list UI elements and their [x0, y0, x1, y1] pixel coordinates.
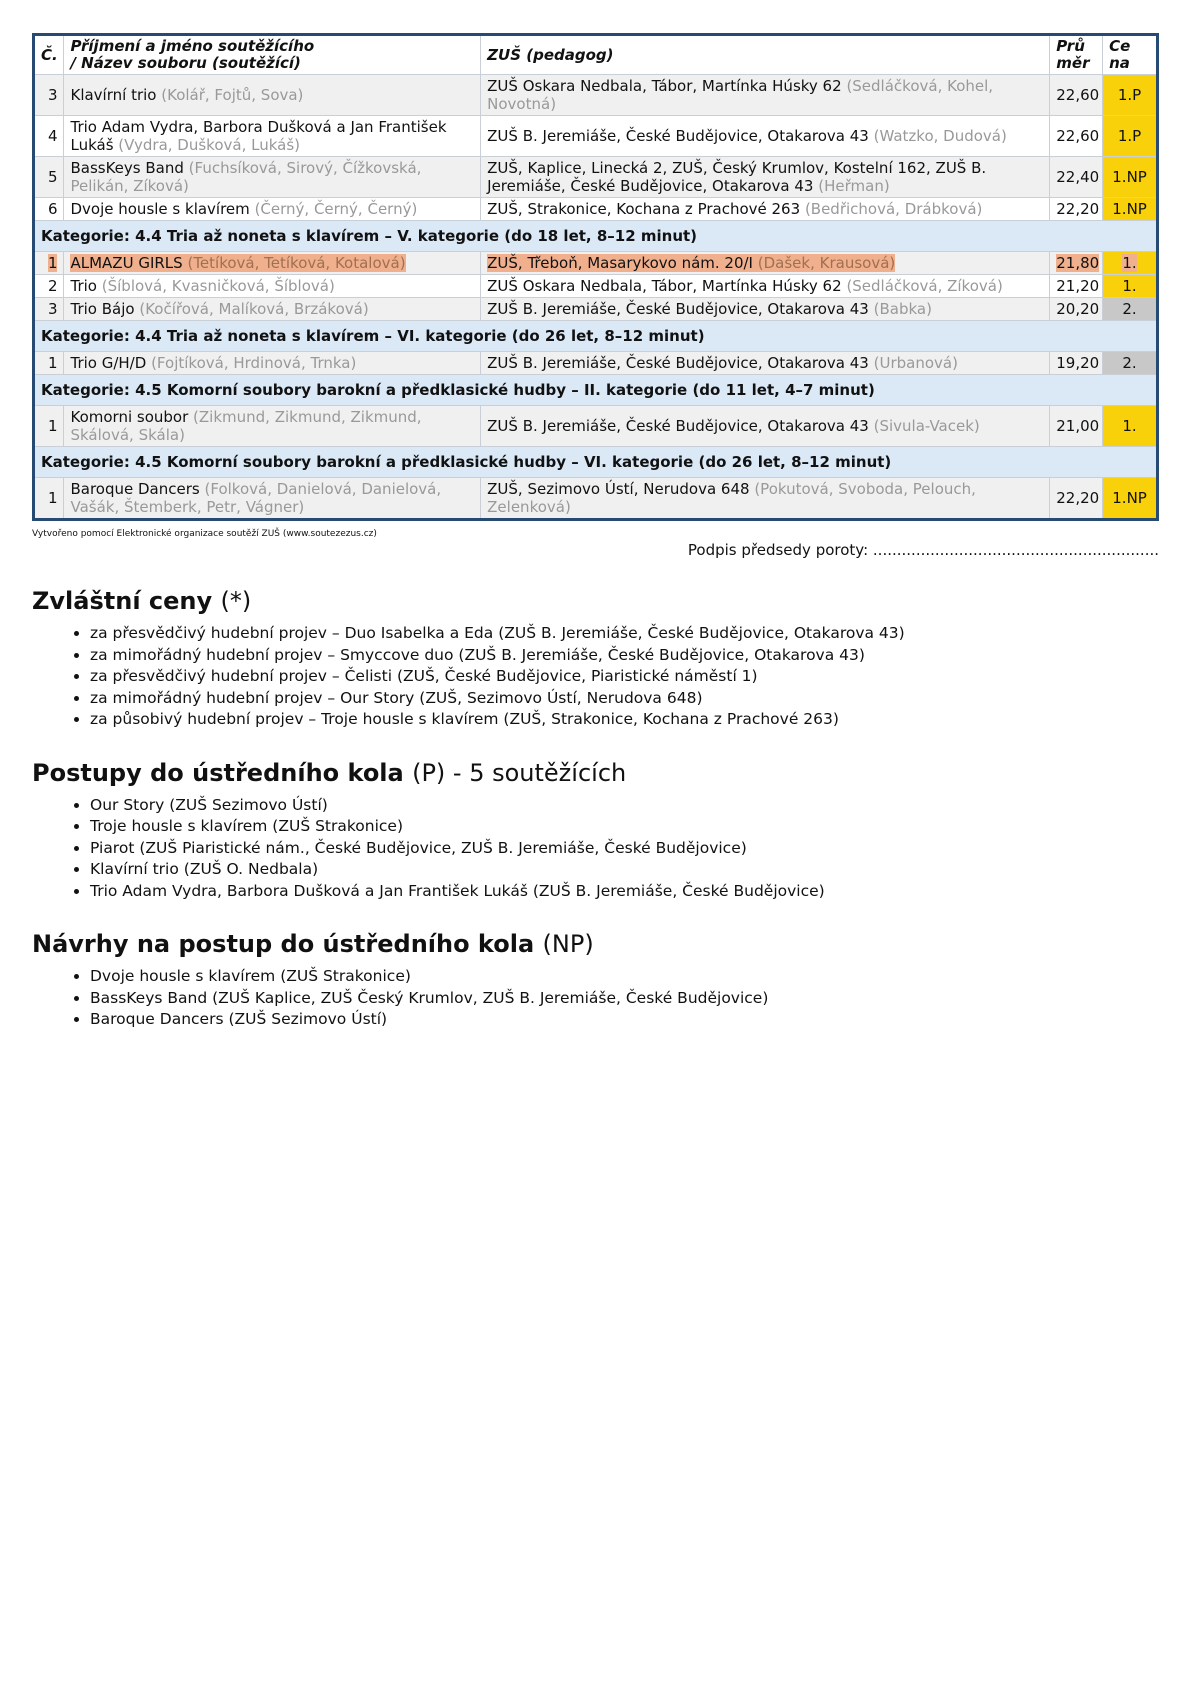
row-name: [64, 352, 481, 375]
row-number-value: 1: [47, 254, 58, 272]
row-number: [34, 198, 64, 221]
row-prize: [1103, 198, 1158, 221]
row-name: [64, 298, 481, 321]
list-item: • BassKeys Band (ZUŠ Kaplice, ZUŠ Český Krumlov, ZUŠ B. Jeremiáše, České Budějovice): [90, 988, 1159, 1010]
list-item: • za mimořádný hudební projev – Smyccove duo (ZUŠ B. Jeremiáše, České Budějovice, Otakarova 43): [90, 645, 1159, 667]
row-prize: [1103, 478, 1158, 520]
header-number: Č.: [34, 35, 64, 75]
ensemble-name: Trio Adam Vydra, Barbora Dušková a Jan František Lukáš: [70, 118, 447, 154]
ensemble-name: Klavírní trio: [70, 86, 157, 104]
row-number-value: 3: [47, 86, 58, 104]
results-page: [32, 33, 1159, 1031]
average-value: 22,20: [1056, 200, 1100, 218]
ensemble-members: (Černý, Černý, Černý): [254, 200, 418, 218]
prize-value: 1.: [1122, 417, 1137, 435]
header-average-line2: měr: [1056, 54, 1090, 72]
prize-value: 1.NP: [1112, 200, 1147, 218]
prize-value: 1.NP: [1112, 168, 1147, 186]
header-name-line2: / Název souboru (soutěžící): [70, 54, 301, 72]
school-name: ZUŠ B. Jeremiáše, České Budějovice, Otakarova 43: [487, 300, 869, 318]
proposals-heading: [32, 930, 1159, 958]
category-row: [34, 447, 1158, 478]
list-item: • za přesvědčivý hudební projev – Čelisti (ZUŠ, České Budějovice, Piaristické náměstí 1): [90, 666, 1159, 688]
average-value: 19,20: [1056, 354, 1100, 372]
row-name: [64, 478, 481, 520]
ensemble-members: (Fuchsíková, Sirový, Čížkovská, Pelikán, Zíková): [70, 159, 422, 195]
row-name: [64, 75, 481, 116]
row-number: [34, 406, 64, 447]
row-school: [481, 75, 1050, 116]
teacher-names: (Watzko, Dudová): [873, 127, 1007, 145]
header-prize-line2: na: [1109, 54, 1130, 72]
proposals-sub: (NP): [542, 930, 594, 958]
school-name: ZUŠ B. Jeremiáše, České Budějovice, Otakarova 43: [487, 127, 869, 145]
header-name: [64, 35, 481, 75]
school-name: ZUŠ, Sezimovo Ústí, Nerudova 648: [487, 480, 750, 498]
row-prize: [1103, 406, 1158, 447]
table-row: [34, 478, 1158, 520]
row-prize: [1103, 75, 1158, 116]
list-item: • Our Story (ZUŠ Sezimovo Ústí): [90, 795, 1159, 817]
school-name: ZUŠ B. Jeremiáše, České Budějovice, Otakarova 43: [487, 354, 869, 372]
ensemble-name: Dvoje housle s klavírem: [70, 200, 250, 218]
ensemble-members: (Šíblová, Kvasničková, Šíblová): [101, 277, 335, 295]
row-prize: [1103, 352, 1158, 375]
footer-note: Vytvořeno pomocí Elektronické organizace soutěží ZUŠ (www.soutezezus.cz): [32, 529, 377, 539]
row-average: [1050, 75, 1103, 116]
row-average: [1050, 252, 1103, 275]
row-number: [34, 75, 64, 116]
row-average: [1050, 478, 1103, 520]
list-item: • Troje housle s klavírem (ZUŠ Strakonice): [90, 816, 1159, 838]
category-row: [34, 321, 1158, 352]
advance-heading: [32, 759, 1159, 787]
row-average: [1050, 157, 1103, 198]
table-row: [34, 298, 1158, 321]
list-item: • Piarot (ZUŠ Piaristické nám., České Budějovice, ZUŠ B. Jeremiáše, České Budějovice): [90, 838, 1159, 860]
average-value: 22,60: [1056, 127, 1100, 145]
school-name: ZUŠ Oskara Nedbala, Tábor, Martínka Húsky 62: [487, 77, 842, 95]
table-row: [34, 75, 1158, 116]
average-value: 22,20: [1056, 489, 1100, 507]
prize-value: 1.: [1122, 277, 1137, 295]
category-title: Kategorie: 4.5 Komorní soubory barokní a předklasické hudby – II. kategorie (do 11 let, 4–7 minut): [34, 375, 1158, 406]
row-average: [1050, 352, 1103, 375]
row-name: [64, 406, 481, 447]
special-prizes-title: Zvláštní ceny: [32, 587, 213, 615]
row-school: [481, 406, 1050, 447]
row-number: [34, 116, 64, 157]
average-value: 22,60: [1056, 86, 1100, 104]
ensemble-name: Baroque Dancers: [70, 480, 200, 498]
list-item: • Dvoje housle s klavírem (ZUŠ Strakonice): [90, 966, 1159, 988]
row-school: [481, 298, 1050, 321]
row-name: [64, 252, 481, 275]
average-value: 21,80: [1056, 254, 1100, 272]
header-average: [1050, 35, 1103, 75]
row-number: [34, 478, 64, 520]
row-school: [481, 198, 1050, 221]
row-average: [1050, 298, 1103, 321]
row-number: [34, 275, 64, 298]
results-table: [32, 33, 1159, 521]
ensemble-members: (Folková, Danielová, Danielová, Vašák, Štemberk, Petr, Vágner): [70, 480, 442, 516]
category-title: Kategorie: 4.5 Komorní soubory barokní a předklasické hudby – VI. kategorie (do 26 let, 8–12 minut): [34, 447, 1158, 478]
proposals-title: Návrhy na postup do ústředního kola: [32, 930, 535, 958]
ensemble-name: BassKeys Band: [70, 159, 184, 177]
teacher-names: (Bedřichová, Drábková): [804, 200, 983, 218]
advance-sub: (P) - 5 soutěžících: [412, 758, 627, 787]
row-name: [64, 198, 481, 221]
school-name: ZUŠ, Třeboň, Masarykovo nám. 20/I: [487, 254, 753, 272]
ensemble-members: (Kočířová, Malíková, Brzáková): [139, 300, 369, 318]
school-name: ZUŠ, Kaplice, Linecká 2, ZUŠ, Český Krumlov, Kostelní 162, ZUŠ B. Jeremiáše, České Budějovice, Otakarova 43: [487, 159, 987, 195]
list-item: • za působivý hudební projev – Troje housle s klavírem (ZUŠ, Strakonice, Kochana z Prachové 263): [90, 709, 1159, 731]
row-number-value: 3: [47, 300, 58, 318]
teacher-names: (Dašek, Krausová): [757, 254, 896, 272]
header-school: ZUŠ (pedagog): [481, 35, 1050, 75]
table-row: [34, 198, 1158, 221]
row-prize: [1103, 157, 1158, 198]
category-row: [34, 221, 1158, 252]
row-school: [481, 352, 1050, 375]
category-row: [34, 375, 1158, 406]
table-header-row: [34, 35, 1158, 75]
signature-line: Podpis předsedy poroty: ............................................................: [687, 541, 1159, 559]
row-school: [481, 478, 1050, 520]
row-name: [64, 275, 481, 298]
teacher-names: (Sivula-Vacek): [873, 417, 980, 435]
prize-value: 1.NP: [1112, 489, 1147, 507]
results-body: [34, 75, 1158, 520]
average-value: 21,00: [1056, 417, 1100, 435]
school-name: ZUŠ B. Jeremiáše, České Budějovice, Otakarova 43: [487, 417, 869, 435]
ensemble-name: ALMAZU GIRLS: [70, 254, 183, 272]
row-school: [481, 116, 1050, 157]
teacher-names: (Sedláčková, Zíková): [846, 277, 1003, 295]
table-row: [34, 252, 1158, 275]
average-value: 21,20: [1056, 277, 1100, 295]
row-number-value: 1: [47, 354, 58, 372]
row-average: [1050, 275, 1103, 298]
row-prize: [1103, 252, 1158, 275]
school-name: ZUŠ Oskara Nedbala, Tábor, Martínka Húsky 62: [487, 277, 842, 295]
list-item: • za mimořádný hudební projev – Our Story (ZUŠ, Sezimovo Ústí, Nerudova 648): [90, 688, 1159, 710]
row-number: [34, 252, 64, 275]
table-row: [34, 116, 1158, 157]
row-number: [34, 157, 64, 198]
ensemble-members: (Zikmund, Zikmund, Zikmund, Skálová, Skála): [70, 408, 422, 444]
prize-value: 1.P: [1117, 127, 1142, 145]
header-prize-line1: Ce: [1109, 37, 1131, 55]
row-number: [34, 298, 64, 321]
row-number: [34, 352, 64, 375]
school-name: ZUŠ, Strakonice, Kochana z Prachové 263: [487, 200, 801, 218]
list-item: • Trio Adam Vydra, Barbora Dušková a Jan František Lukáš (ZUŠ B. Jeremiáše, České Budějovice): [90, 881, 1159, 903]
list-item: • Baroque Dancers (ZUŠ Sezimovo Ústí): [90, 1009, 1159, 1031]
row-number-value: 1: [47, 489, 58, 507]
ensemble-name: Trio Bájo: [70, 300, 135, 318]
special-prizes-sub: (*): [220, 587, 252, 615]
row-prize: [1103, 275, 1158, 298]
row-school: [481, 275, 1050, 298]
row-average: [1050, 116, 1103, 157]
row-number-value: 1: [47, 417, 58, 435]
row-name: [64, 157, 481, 198]
teacher-names: (Pokutová, Svoboda, Pelouch, Zelenková): [487, 480, 976, 516]
row-prize: [1103, 116, 1158, 157]
header-name-line1: Příjmení a jméno soutěžícího: [70, 37, 315, 55]
table-row: [34, 406, 1158, 447]
table-row: [34, 352, 1158, 375]
row-name: [64, 116, 481, 157]
row-number-value: 2: [47, 277, 58, 295]
special-prizes-heading: [32, 587, 1159, 615]
row-school: [481, 157, 1050, 198]
header-prize: [1103, 35, 1158, 75]
prize-value: 2.: [1122, 300, 1137, 318]
row-average: [1050, 406, 1103, 447]
special-prizes-list: [32, 623, 1159, 731]
ensemble-name: Trio: [70, 277, 97, 295]
teacher-names: (Urbanová): [873, 354, 958, 372]
teacher-names: (Sedláčková, Kohel, Novotná): [487, 77, 994, 113]
prize-value: 2.: [1122, 354, 1137, 372]
row-average: [1050, 198, 1103, 221]
ensemble-name: Trio G/H/D: [70, 354, 147, 372]
row-number-value: 4: [47, 127, 58, 145]
category-title: Kategorie: 4.4 Tria až noneta s klavírem – V. kategorie (do 18 let, 8–12 minut): [34, 221, 1158, 252]
list-item: • za přesvědčivý hudební projev – Duo Isabelka a Eda (ZUŠ B. Jeremiáše, České Budějovice, Otakarova 43): [90, 623, 1159, 645]
average-value: 20,20: [1056, 300, 1100, 318]
table-row: [34, 275, 1158, 298]
ensemble-members: (Fojtíková, Hrdinová, Trnka): [151, 354, 357, 372]
category-title: Kategorie: 4.4 Tria až noneta s klavírem – VI. kategorie (do 26 let, 8–12 minut): [34, 321, 1158, 352]
average-value: 22,40: [1056, 168, 1100, 186]
teacher-names: (Babka): [873, 300, 932, 318]
ensemble-members: (Kolář, Fojtů, Sova): [161, 86, 304, 104]
advance-title: Postupy do ústředního kola: [32, 758, 404, 787]
row-number-value: 5: [47, 168, 58, 186]
prize-value: 1.P: [1117, 86, 1142, 104]
table-row: [34, 157, 1158, 198]
row-number-value: 6: [47, 200, 58, 218]
row-school: [481, 252, 1050, 275]
ensemble-members: (Vydra, Dušková, Lukáš): [118, 136, 300, 154]
ensemble-members: (Tetíková, Tetíková, Kotalová): [187, 254, 406, 272]
header-average-line1: Prů: [1056, 37, 1085, 55]
advance-list: [32, 795, 1159, 903]
list-item: • Klavírní trio (ZUŠ O. Nedbala): [90, 859, 1159, 881]
ensemble-name: Komorni soubor: [70, 408, 189, 426]
row-prize: [1103, 298, 1158, 321]
proposals-list: [32, 966, 1159, 1031]
prize-value: 1.: [1122, 254, 1137, 272]
teacher-names: (Heřman): [818, 177, 890, 195]
